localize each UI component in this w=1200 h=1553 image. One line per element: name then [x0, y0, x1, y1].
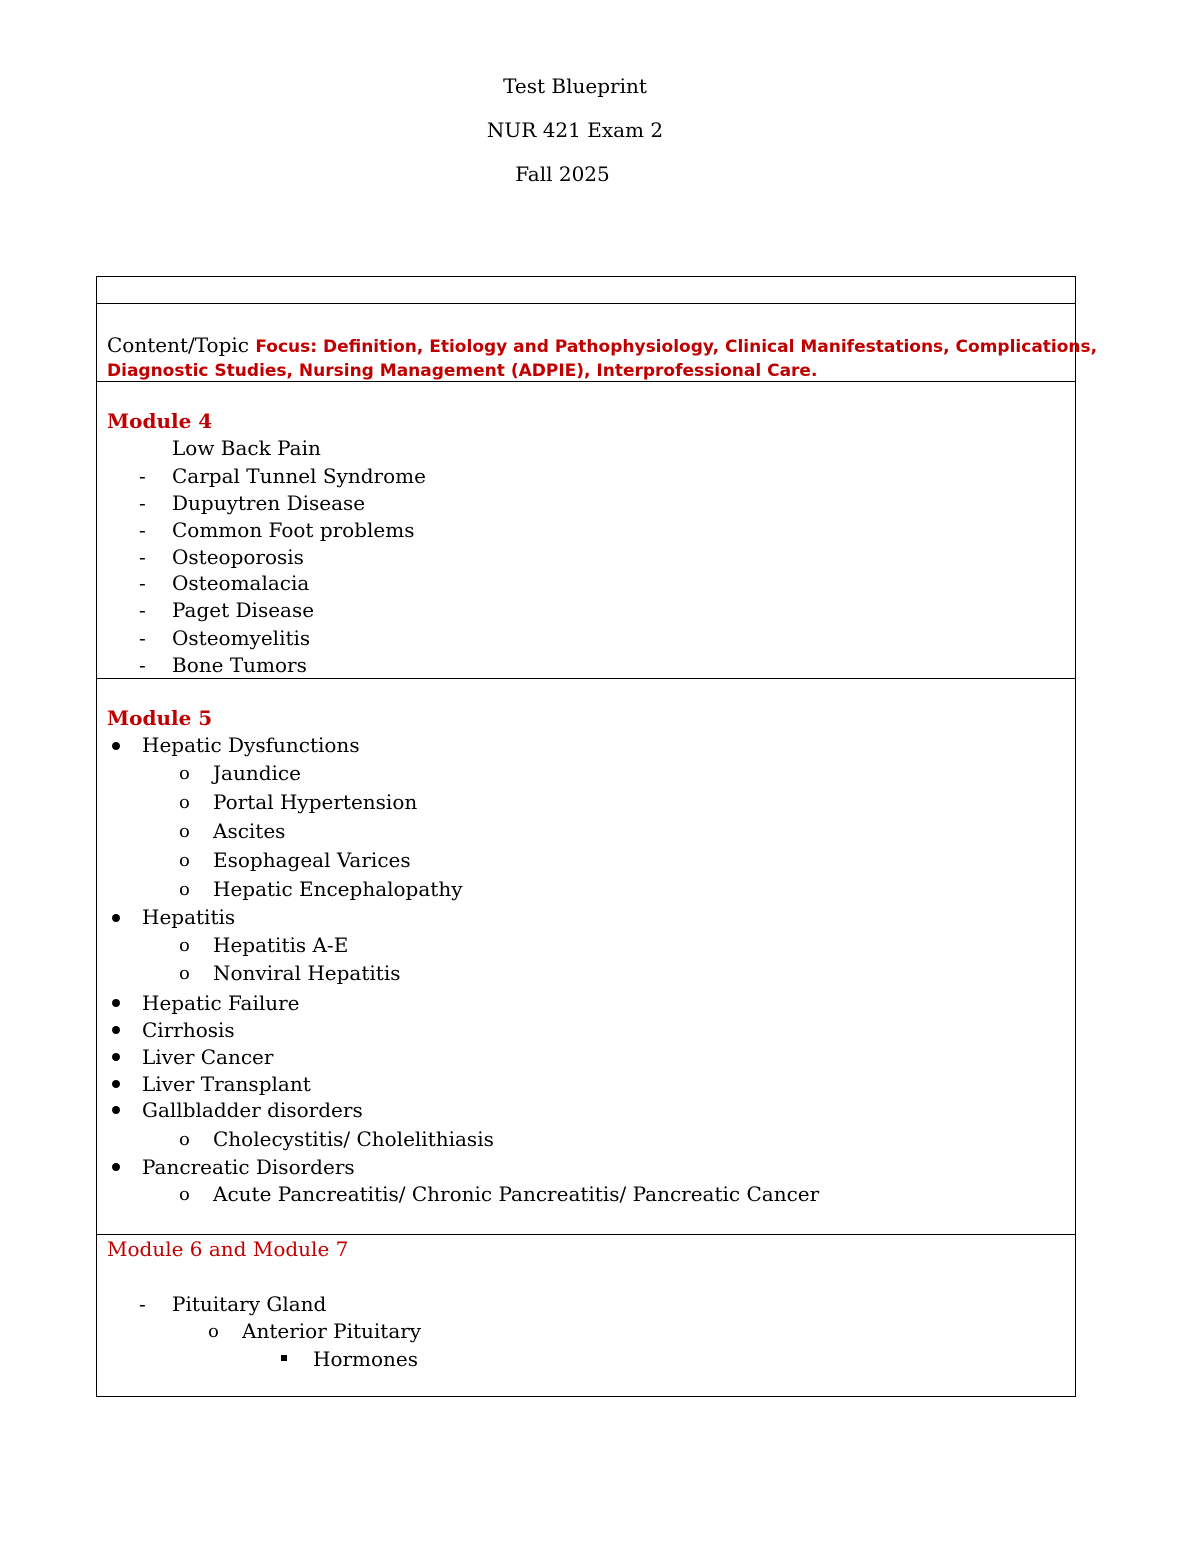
bullet-icon [112, 1163, 120, 1171]
module4-title: Module 4 [107, 409, 213, 433]
course-name: NUR 421 Exam 2 [486, 118, 664, 142]
circle-bullet-icon: o [179, 792, 190, 813]
dash-icon: - [139, 571, 146, 595]
list-item: Nonviral Hepatitis [213, 961, 401, 985]
bullet-icon [112, 914, 120, 922]
module4-row [97, 381, 1075, 678]
list-item: Esophageal Varices [213, 848, 411, 872]
square-bullet-icon [281, 1355, 287, 1361]
list-item: Cirrhosis [142, 1018, 235, 1042]
module5-row [97, 678, 1075, 1234]
list-item: Hepatitis A-E [213, 933, 349, 957]
blueprint-table [96, 276, 1098, 1397]
list-item: Pancreatic Disorders [142, 1155, 355, 1179]
doc-title: Test Blueprint [503, 74, 647, 98]
list-item: Portal Hypertension [213, 790, 418, 814]
focus-line-1 [107, 333, 1097, 359]
dash-icon: - [139, 653, 146, 677]
circle-bullet-icon: o [179, 935, 190, 956]
list-item: Jaundice [213, 761, 301, 785]
list-item: Low Back Pain [172, 436, 321, 460]
list-item: Dupuytren Disease [172, 491, 366, 515]
list-item: Paget Disease [172, 598, 315, 622]
list-item: Cholecystitis/ Cholelithiasis [213, 1127, 494, 1151]
content-topic-label: Content/Topic [107, 333, 256, 357]
focus-row [97, 303, 1098, 381]
list-item: Bone Tumors [172, 653, 307, 677]
bullet-icon [112, 1053, 120, 1061]
dash-icon: - [139, 491, 146, 515]
list-item: Acute Pancreatitis/ Chronic Pancreatitis/ Pancreatic Cancer [213, 1182, 820, 1206]
list-item: Liver Transplant [142, 1072, 311, 1096]
list-item: Hepatic Dysfunctions [142, 733, 360, 757]
list-item: Ascites [213, 819, 286, 843]
list-item: Pituitary Gland [172, 1292, 327, 1316]
dash-icon: - [139, 545, 146, 569]
dash-icon: - [139, 626, 146, 650]
list-item: Anterior Pituitary [242, 1319, 422, 1343]
module67-title: Module 6 and Module 7 [107, 1237, 349, 1261]
empty-row [97, 277, 1075, 303]
bullet-icon [112, 1106, 120, 1114]
circle-bullet-icon: o [179, 850, 190, 871]
dash-icon: - [139, 464, 146, 488]
bullet-icon [112, 1080, 120, 1088]
list-item: Hormones [313, 1347, 419, 1371]
dash-icon: - [139, 518, 146, 542]
focus-text-1: Focus: Definition, Etiology and Pathophysiology, Clinical Manifestations, Complications, [255, 337, 1098, 357]
circle-bullet-icon: o [179, 879, 190, 900]
focus-text-2: Diagnostic Studies, Nursing Management (ADPIE), Interprofessional Care. [107, 361, 818, 381]
dash-icon: - [139, 1292, 146, 1316]
list-item: Gallbladder disorders [142, 1098, 363, 1122]
term: Fall 2025 [515, 162, 610, 186]
list-item: Carpal Tunnel Syndrome [172, 464, 426, 488]
module67-row [97, 1234, 1075, 1396]
circle-bullet-icon: o [179, 963, 190, 984]
circle-bullet-icon: o [179, 1184, 190, 1205]
list-item: Osteomalacia [172, 571, 310, 595]
circle-bullet-icon: o [179, 821, 190, 842]
circle-bullet-icon: o [179, 763, 190, 784]
module5-title: Module 5 [107, 706, 213, 730]
list-item: Hepatic Encephalopathy [213, 877, 463, 901]
list-item: Common Foot problems [172, 518, 415, 542]
list-item: Osteoporosis [172, 545, 304, 569]
dash-icon: - [139, 598, 146, 622]
list-item: Hepatitis [142, 905, 236, 929]
bullet-icon [112, 999, 120, 1007]
bullet-icon [112, 742, 120, 750]
circle-bullet-icon: o [179, 1129, 190, 1150]
list-item: Hepatic Failure [142, 991, 300, 1015]
list-item: Osteomyelitis [172, 626, 311, 650]
bullet-icon [112, 1026, 120, 1034]
circle-bullet-icon: o [208, 1321, 219, 1342]
list-item: Liver Cancer [142, 1045, 274, 1069]
